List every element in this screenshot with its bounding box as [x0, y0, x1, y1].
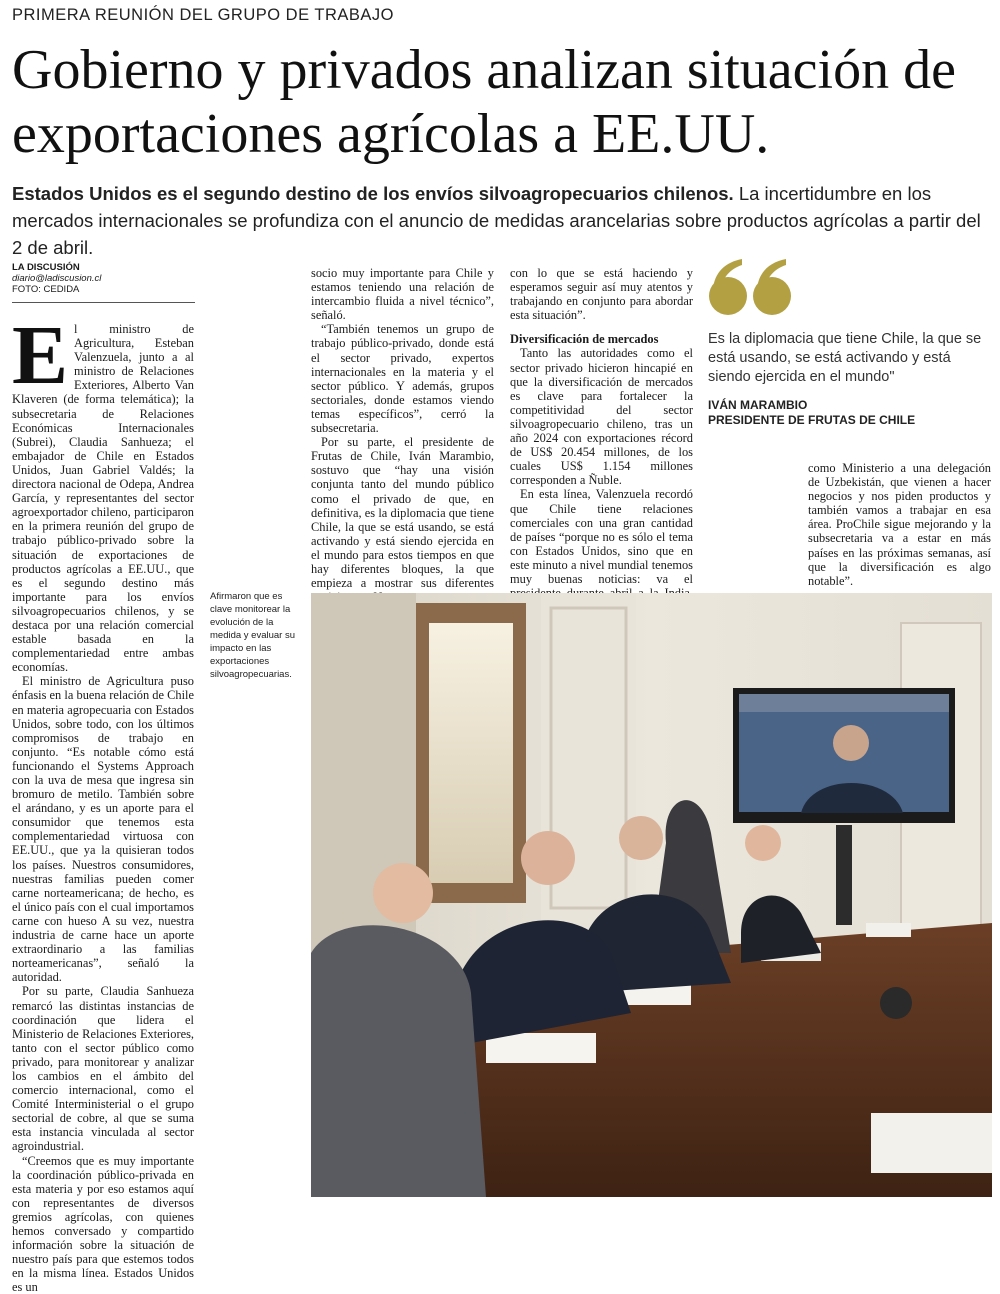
pull-quote-attribution	[708, 398, 990, 428]
body-paragraph: como Ministerio a una delegación de Uzbekistán, que vienen a hacer negocios y nos piden productos y también vamos a trabajar en esa área. ProChile sigue mejorando y la subsecretaria va a estar en más países en las próximas semanas, así que la diversificación es algo notable”.	[808, 461, 991, 588]
article-headline: Gobierno y privados analizan situación de exportaciones agrícolas a EE.UU.	[12, 39, 956, 165]
body-column-4	[808, 461, 991, 588]
body-paragraph: El ministro de Agricultura puso énfasis en la buena relación de Chile en materia agropecuaria con Estados Unidos, sobre todo, con los últimos compromisos de trabajo en conjunto. “Es notable cómo está funcionando el Systems Approach con la uva de mesa que ingresa sin bromuro de metilo. También sobre el arándano, y es un aporte para el consumidor que tenemos esta complementariedad virtuosa con EE.UU., que ya la quisieran todos los países. Nuestros consumidores, nuestras familias pueden comer carne norteamericana; de hecho, es el único país con el cual importamos carne con hueso A su vez, nuestra industria de carne hace un aporte extraordinario a las familias norteamericanas”, señaló la autoridad.	[12, 674, 194, 985]
body-paragraph: Por su parte, el presidente de Frutas de Chile, Iván Marambio, sostuvo que “hay una visión conjunta tanto del mundo público como el privado de que, en definitiva, es la diplomacia que tiene Chile, la que se está usando, se está activando y está siendo ejercida en el mundo para estos tiempos en que hay diferentes bloques, la que empieza a mostrar sus diferentes	[311, 435, 494, 591]
article-kicker: PRIMERA REUNIÓN DEL GRUPO DE TRABAJO	[12, 6, 394, 24]
byline-email: diario@ladiscusion.cl	[12, 273, 102, 284]
body-column-2	[311, 266, 494, 618]
body-paragraph: Tanto las autoridades como el sector privado hicieron hincapié en que la diversificación de mercados es clave para fortalecer la competitividad del sector silvoagropecuario chileno, tras un año 2024 con exportaciones récord de US$ 20.454 millones, de los cuales US$ 1.154 millones corresponden a Ñuble.	[510, 346, 693, 488]
body-paragraph: “Creemos que es muy importante la coordinación público-privada en esta materia y por eso estamos aquí con representantes de diversos gremios agrícolas, con quienes hemos conversado y compartido información sobre la situación de nuestro país para que estemos todos en la misma línea. Estados Unidos es un	[12, 1153, 194, 1294]
body-paragraph: Por su parte, Claudia Sanhueza remarcó las distintas instancias de coordinación que lidera el Ministerio de Relaciones Exteriores, tanto con el sector público como privado, para monitorear y analizar los cambios en el ámbito del comercio internacional, como el Comité Interministerial o el grupo sectorial de cobre, al que se suma esta instancia vinculada al sector agroindustrial.	[12, 984, 194, 1154]
meeting-photo	[311, 593, 992, 1197]
body-paragraph: El ministro de Agricultura, Esteban Valenzuela, junto a al ministro de Relaciones Exteriores, Alberto Van Klaveren (de forma telemática); la subsecretaria de Relaciones Económicas Internacionales (Subrei), Claudia Sanhueza; el embajador de Chile en Estados Unidos, Juan Gabriel Valdés; la directora nacional de Odepa, Andrea García, y representantes del sector agroexportador chileno, participaron en la primera reunión del grupo de trabajo público-privado sobre la situación de exportaciones de productos agrícolas a EE.UU., que es el segundo destino más importante para los envíos silvoagropecuarios chilenos, y se destaca por una relación comercial estable basada en la complementariedad entre ambas economías.	[12, 309, 194, 675]
pull-quote-text: Es la diplomacia que tiene Chile, la que se está usando, se está activando y está siendo ejercida en el mundo"	[708, 331, 982, 385]
body-column-1	[12, 309, 194, 1294]
pull-quote-role: PRESIDENTE DE FRUTAS DE CHILE	[708, 413, 916, 427]
drop-cap: E	[12, 309, 69, 402]
pull-quote-name: IVÁN MARAMBIO	[708, 398, 808, 412]
byline-source: LA DISCUSIÓN	[12, 262, 80, 273]
byline	[12, 262, 195, 303]
body-paragraph: con lo que se está haciendo y esperamos seguir así muy atentos y trabajando en conjunto para abordar esta situación”.	[510, 266, 693, 323]
byline-photo-credit: FOTO: CEDIDA	[12, 284, 80, 295]
body-paragraph: En esta línea, Valenzuela recordó que Chile tiene relaciones comerciales con una gran cantidad de países “porque no es sólo el tema con Estados Unidos, sino que en este minuto a nivel mundial tenemos muy buenas noticias: va el	[510, 487, 693, 586]
body-column-3	[510, 266, 693, 614]
body-paragraph: “También tenemos un grupo de trabajo público-privado, donde está el sector privado, expertos internacionales en la materia y el sector público. Y además, grupos sectoriales, donde estamos viendo temas específicos”, cerró la subsecretaria.	[311, 322, 494, 436]
dek-bold: Estados Unidos es el segundo destino de los envíos silvoagropecuarios chilenos.	[12, 183, 734, 204]
body-paragraph: socio muy importante para Chile y estamos teniendo una relación de intercambio fluida a nivel técnico”, señaló.	[311, 266, 494, 323]
section-subhead: Diversificación de mercados	[510, 332, 659, 347]
dek-rest: La incertidumbre en los mercados internacionales se profundiza con el anuncio de medidas arancelarias sobre productos agrícolas a partir del 2 de abril.	[12, 183, 981, 258]
photo-caption: Afirmaron que es clave monitorear la evolución de la medida y evaluar su impacto en las exportaciones silvoagropecuarias.	[210, 591, 296, 680]
quote-mark-icon	[708, 258, 794, 316]
article-dek	[12, 180, 987, 261]
